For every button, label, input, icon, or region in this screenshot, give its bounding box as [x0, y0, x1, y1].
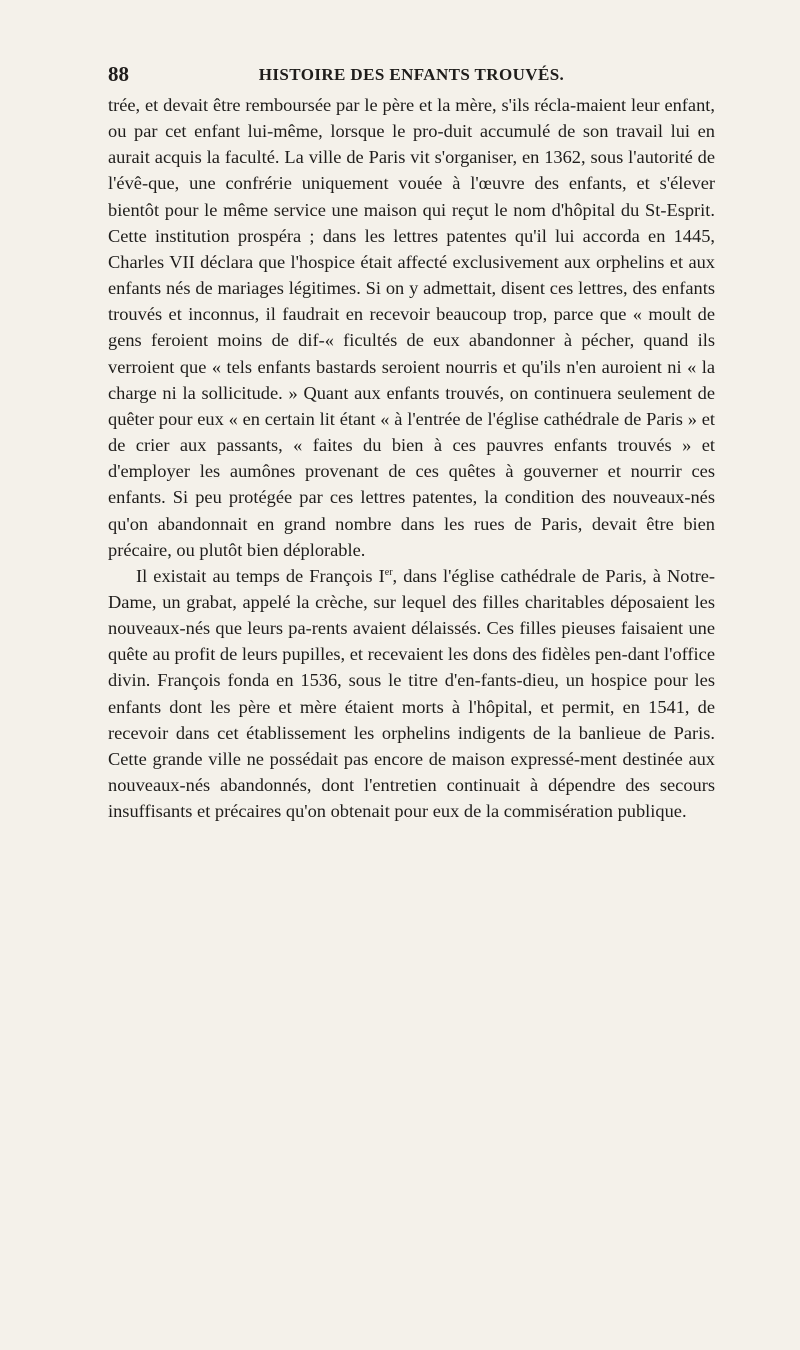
paragraph-2-rest: , dans l'église cathédrale de Paris, à Notre-Dame, un grabat, appelé la crèche, sur lequel des filles charitables déposaient les nouveaux-nés que leurs pa-rents avaient délaissés. Ces filles pieuses faisaient une quête au profit de leurs pupilles, et recevaient les dons des fidèles pen-dant l'office divin. François fonda en 1536, sous le titre d'en-fants-dieu, un hospice pour les enfants dont les père et mère étaient morts à l'hôpital, et permit, en 1541, de recevoir dans cet établissement les orphelins indigents de la banlieue de Paris. Cette grande ville ne possédait pas encore de maison expressé-ment destinée aux nouveaux-nés abandonnés, dont l'entretien continuait à dépendre des secours insuffisants et précaires qu'on obtenait pour eux de la commisération publique.: [108, 565, 715, 822]
page-header: [108, 50, 715, 86]
ordinal-superscript: er: [384, 566, 393, 578]
paragraph-2-start: Il existait au temps de François I: [136, 565, 385, 586]
body-text: [108, 92, 715, 824]
book-page: [108, 50, 715, 824]
paragraph-2: [108, 563, 715, 825]
page-number: 88: [108, 62, 129, 86]
paragraph-1: trée, et devait être remboursée par le père et la mère, s'ils récla-maient leur enfant, ou par cet enfant lui-même, lorsque le pro-duit accumulé de son travail lui en aurait acquis la faculté. La ville de Paris vit s'organiser, en 1362, sous l'autorité de l'évê-que, une confrérie uniquement vouée à l'œuvre des enfants, et s'élever bientôt pour le même service une maison qui reçut le nom d'hôpital du St-Esprit. Cette institution prospéra ; dans les lettres patentes qu'il lui accorda en 1445, Charles VII déclara que l'hospice était affecté exclusivement aux orphelins et aux enfants nés de mariages légitimes. Si on y admettait, disent ces lettres, des enfants trouvés et inconnus, il faudrait en recevoir beaucoup trop, parce que « moult de gens feroient moins de dif-« ficultés de eux abandonner à pécher, quand ils verroient que « tels enfants bastards seroient nourris et qu'ils n'en auroient ni « la charge ni la sollicitude. » Quant aux enfants trouvés, on continuera seulement de quêter pour eux « en certain lit étant « à l'entrée de l'église cathédrale de Paris » et de crier aux passants, « faites du bien à ces pauvres enfants trouvés » et d'employer les aumônes provenant de ces quêtes à gouverner et nourrir ces enfants. Si peu protégée par ces lettres patentes, la condition des nouveaux-nés qu'on abandonnait en grand nombre dans les rues de Paris, devait être bien précaire, ou plutôt bien déplorable.: [108, 95, 715, 560]
running-title: HISTOIRE DES ENFANTS TROUVÉS.: [258, 65, 565, 84]
